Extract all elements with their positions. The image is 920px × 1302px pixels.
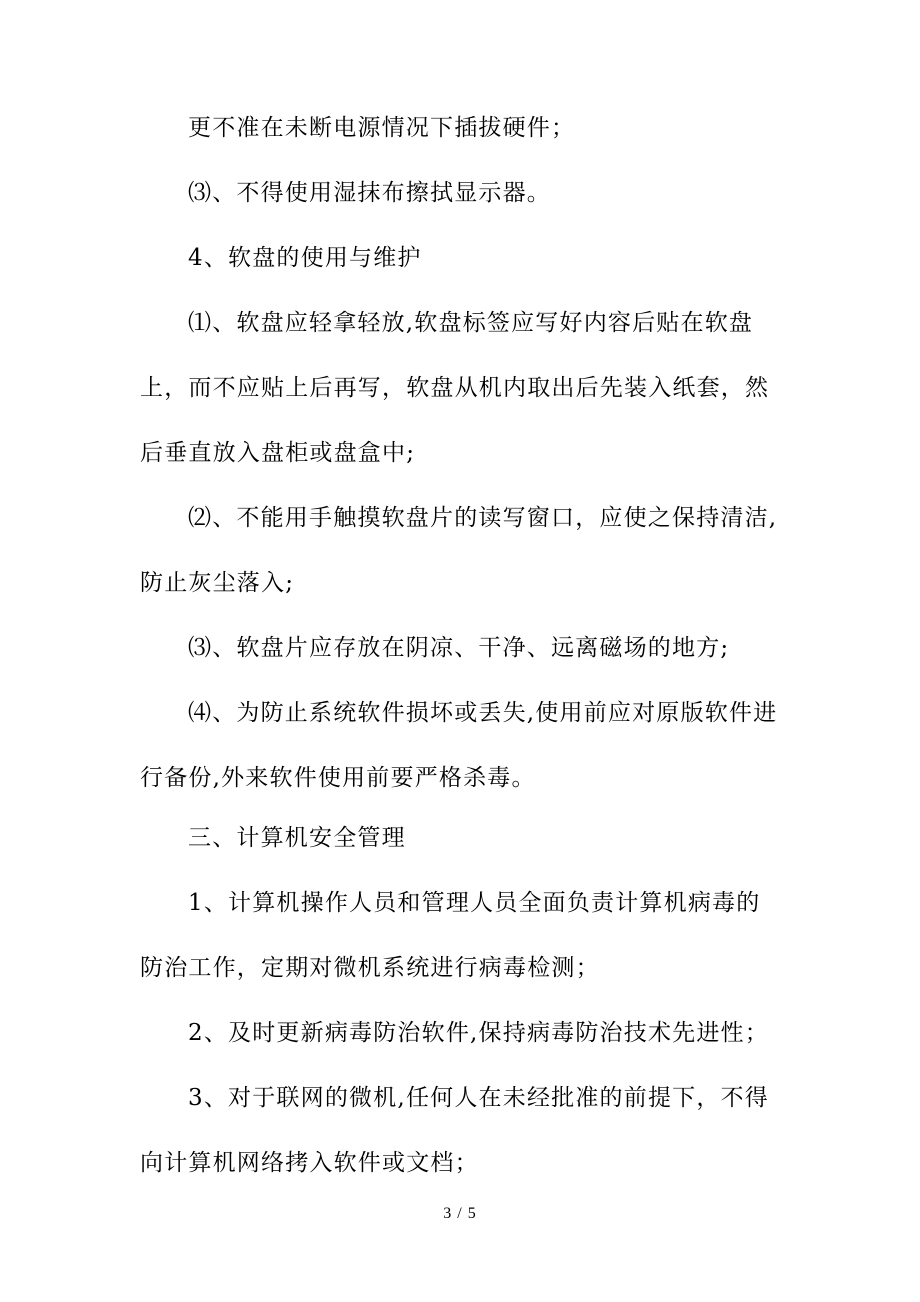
paragraph-hardware-unplug: 更不准在未断电源情况下插拔硬件； xyxy=(188,115,576,141)
paragraph-software-backup: ⑷、为防止系统软件损坏或丢失,使用前应对原版软件进行备份,外来软件使用前要严格杀毒。 xyxy=(140,700,778,791)
paragraph-virus-prevention: 1、计算机操作人员和管理人员全面负责计算机病毒的防治工作，定期对微机系统进行病毒检测； xyxy=(140,890,761,981)
heading-computer-security: 三、计算机安全管理 xyxy=(188,825,406,851)
paragraph-network-copy: 3、对于联网的微机,任何人在未经批准的前提下，不得向计算机网络拷入软件或文档； xyxy=(140,1085,769,1176)
page-number: 3 / 5 xyxy=(443,1205,477,1222)
paragraph-display-cleaning: ⑶、不得使用湿抹布擦拭显示器。 xyxy=(188,180,551,206)
heading-floppy-usage: 4、软盘的使用与维护 xyxy=(188,245,422,271)
paragraph-floppy-storage: ⑶、软盘片应存放在阴凉、干净、远离磁场的地方; xyxy=(188,635,730,661)
paragraph-floppy-window: ⑵、不能用手触摸软盘片的读写窗口，应使之保持清洁,防止灰尘落入; xyxy=(140,505,778,596)
paragraph-floppy-handling: ⑴、软盘应轻拿轻放,软盘标签应写好内容后贴在软盘上，而不应贴上后再写，软盘从机内取出后先装入纸套，然后垂直放入盘柜或盘盒中; xyxy=(140,310,770,466)
paragraph-antivirus-update: 2、及时更新病毒防治软件,保持病毒防治技术先进性； xyxy=(188,1020,769,1046)
